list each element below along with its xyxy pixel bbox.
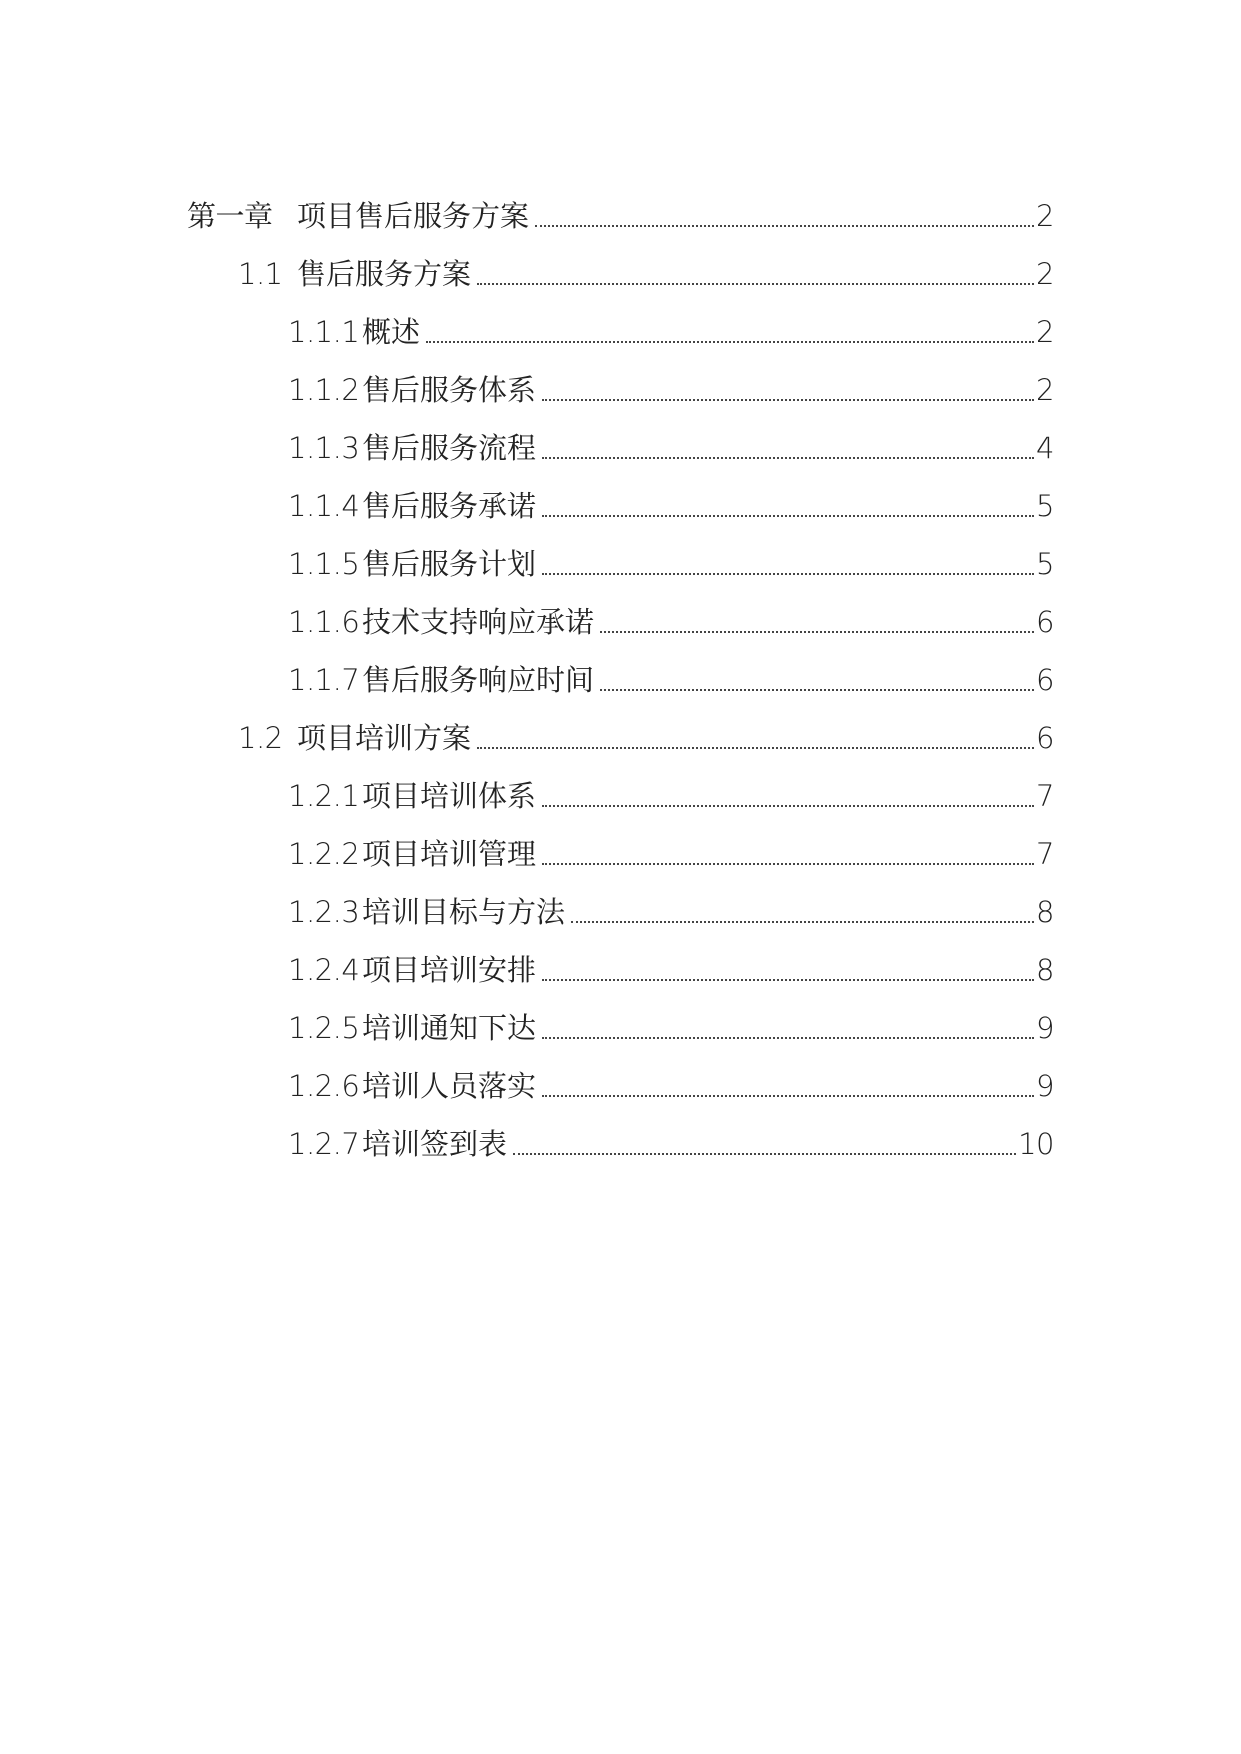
toc-entry-chapter-1[interactable] <box>187 196 1054 236</box>
toc-entry-title: 项目培训安排 <box>362 953 537 987</box>
dot-leader <box>535 196 1034 236</box>
toc-entry-number: 1.1.6 <box>288 605 360 639</box>
toc-entry-1-2-3[interactable] <box>288 892 1054 932</box>
toc-entry-title: 售后服务计划 <box>362 547 537 581</box>
toc-entry-number: 第一章 <box>187 199 273 233</box>
toc-entry-title: 概述 <box>362 315 421 349</box>
toc-entry-1-2-4[interactable] <box>288 950 1054 990</box>
toc-entry-1-2[interactable] <box>238 718 1054 758</box>
toc-entry-page: 5 <box>1036 547 1054 581</box>
toc-entry-1-2-7[interactable] <box>288 1124 1054 1164</box>
toc-entry-page: 6 <box>1036 721 1054 755</box>
toc-entry-1-1-4[interactable] <box>288 486 1054 526</box>
toc-entry-number: 1.2.6 <box>288 1069 360 1103</box>
toc-entry-page: 2 <box>1036 257 1054 291</box>
toc-entry-page: 7 <box>1036 837 1054 871</box>
dot-leader <box>571 892 1034 932</box>
toc-entry-1-1-1[interactable] <box>288 312 1054 352</box>
toc-entry-title: 售后服务流程 <box>362 431 537 465</box>
dot-leader <box>542 1008 1034 1048</box>
toc-entry-title: 售后服务方案 <box>297 257 472 291</box>
dot-leader <box>542 950 1034 990</box>
toc-entry-number: 1.1.5 <box>288 547 360 581</box>
toc-entry-page: 6 <box>1036 605 1054 639</box>
toc-entry-page: 9 <box>1036 1069 1054 1103</box>
dot-leader <box>542 834 1034 874</box>
toc-entry-number: 1.2 <box>238 721 283 755</box>
dot-leader <box>542 776 1034 816</box>
toc-entry-1-1-3[interactable] <box>288 428 1054 468</box>
toc-entry-title: 项目培训体系 <box>362 779 537 813</box>
dot-leader <box>542 486 1034 526</box>
toc-entry-1-1-7[interactable] <box>288 660 1054 700</box>
toc-entry-title: 售后服务体系 <box>362 373 537 407</box>
toc-entry-page: 4 <box>1036 431 1054 465</box>
toc-entry-number: 1.2.1 <box>288 779 360 813</box>
toc-entry-number: 1.2.2 <box>288 837 360 871</box>
toc-entry-title: 项目培训管理 <box>362 837 537 871</box>
toc-entry-page: 2 <box>1036 315 1054 349</box>
toc-entry-page: 8 <box>1036 953 1054 987</box>
toc-entry-title: 培训人员落实 <box>362 1069 537 1103</box>
dot-leader <box>600 602 1034 642</box>
toc-entry-number: 1.1.2 <box>288 373 360 407</box>
dot-leader <box>426 312 1034 352</box>
toc-entry-title: 技术支持响应承诺 <box>362 605 595 639</box>
toc-entry-number: 1.1.1 <box>288 315 360 349</box>
toc-entry-1-2-2[interactable] <box>288 834 1054 874</box>
dot-leader <box>542 428 1034 468</box>
toc-entry-1-2-6[interactable] <box>288 1066 1054 1106</box>
toc-entry-title: 培训签到表 <box>362 1127 508 1161</box>
dot-leader <box>600 660 1034 700</box>
dot-leader <box>477 254 1034 294</box>
toc-entry-number: 1.1.4 <box>288 489 360 523</box>
dot-leader <box>542 370 1034 410</box>
toc-entry-number: 1.2.7 <box>288 1127 360 1161</box>
toc-entry-number: 1.2.4 <box>288 953 360 987</box>
toc-entry-title: 售后服务响应时间 <box>362 663 595 697</box>
dot-leader <box>513 1124 1016 1164</box>
toc-entry-page: 6 <box>1036 663 1054 697</box>
toc-entry-page: 5 <box>1036 489 1054 523</box>
toc-entry-title: 项目培训方案 <box>297 721 472 755</box>
toc-entry-number: 1.1 <box>238 257 283 291</box>
toc-entry-title: 售后服务承诺 <box>362 489 537 523</box>
toc-entry-page: 7 <box>1036 779 1054 813</box>
toc-entry-page: 9 <box>1036 1011 1054 1045</box>
dot-leader <box>542 1066 1034 1106</box>
toc-entry-page: 8 <box>1036 895 1054 929</box>
toc-entry-page: 2 <box>1036 199 1054 233</box>
toc-entry-title: 项目售后服务方案 <box>297 199 530 233</box>
toc-entry-number: 1.1.7 <box>288 663 360 697</box>
toc-entry-number: 1.2.5 <box>288 1011 360 1045</box>
toc-entry-number: 1.1.3 <box>288 431 360 465</box>
dot-leader <box>477 718 1034 758</box>
toc-entry-number: 1.2.3 <box>288 895 360 929</box>
dot-leader <box>542 544 1034 584</box>
toc-entry-1-1-6[interactable] <box>288 602 1054 642</box>
toc-entry-title: 培训目标与方法 <box>362 895 566 929</box>
toc-entry-page: 2 <box>1036 373 1054 407</box>
toc-entry-1-1-2[interactable] <box>288 370 1054 410</box>
toc-entry-1-1[interactable] <box>238 254 1054 294</box>
toc-entry-1-2-5[interactable] <box>288 1008 1054 1048</box>
toc-entry-1-1-5[interactable] <box>288 544 1054 584</box>
toc-entry-title: 培训通知下达 <box>362 1011 537 1045</box>
toc-entry-1-2-1[interactable] <box>288 776 1054 816</box>
toc-entry-page: 10 <box>1018 1127 1054 1161</box>
